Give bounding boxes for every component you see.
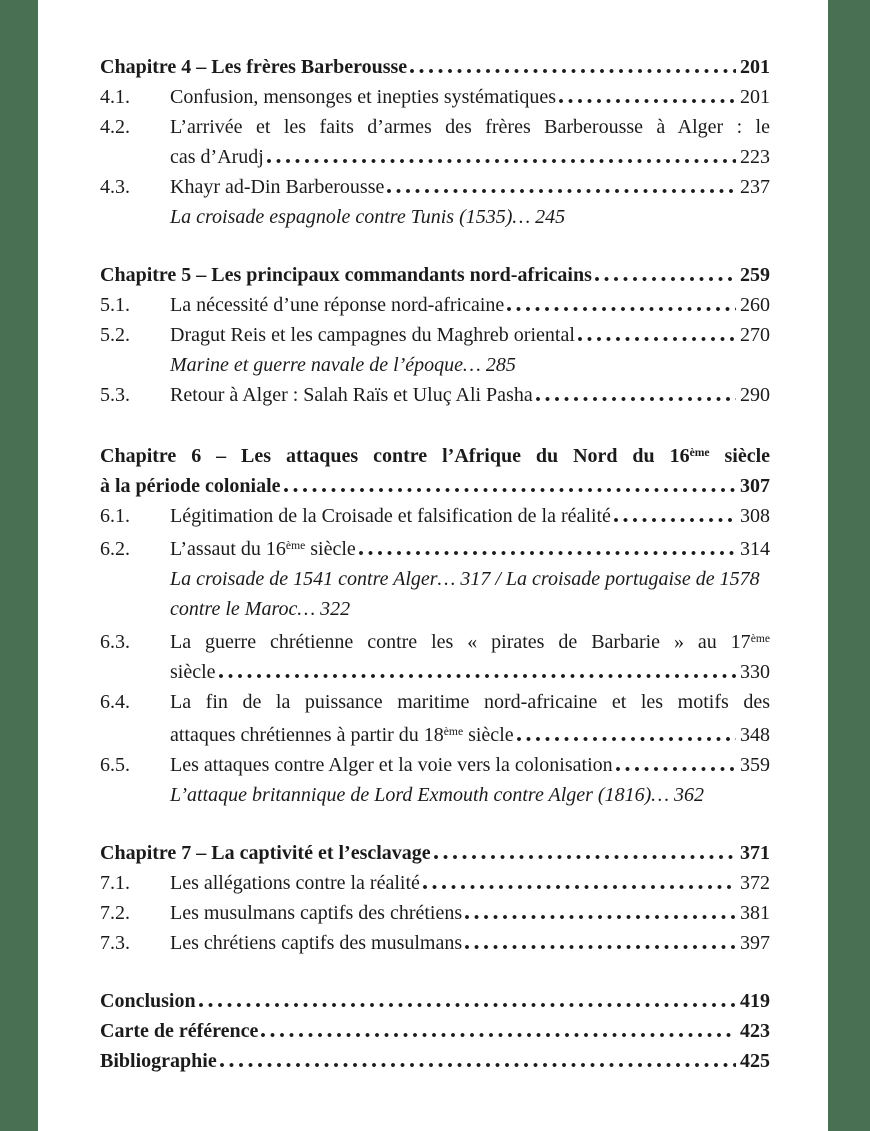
toc-section-chapitre-5 (100, 260, 770, 410)
toc-entry-row (100, 82, 770, 112)
page-number: 419 (740, 990, 770, 1013)
entry-text-part: attaques chrétiennes à partir du 18 (170, 724, 444, 747)
toc-entry-row (100, 172, 770, 202)
entry-text: Carte de référence (100, 1020, 259, 1043)
page-number: 270 (740, 324, 770, 346)
ordinal-superscript: ème (443, 725, 464, 739)
toc-entry-row (100, 531, 770, 564)
toc-entry-row (100, 501, 770, 531)
entry-text (170, 717, 514, 750)
entry-text: Confusion, mensonges et inepties systématiques (170, 86, 557, 108)
entry-text: Marine et guerre navale de l’époque… 285 (170, 354, 516, 376)
toc-entry-row (100, 898, 770, 928)
entry-number: 7.3. (100, 932, 130, 955)
toc-entry-row (100, 112, 770, 142)
entry-number: 4.2. (100, 116, 130, 138)
page-number: 372 (740, 872, 770, 895)
entry-number: 7.2. (100, 902, 130, 925)
page-number: 259 (740, 264, 770, 286)
toc-entry-row (100, 687, 770, 717)
page-number: 237 (740, 176, 770, 198)
entry-text (100, 438, 770, 471)
dot-leader (434, 855, 736, 859)
entry-text-part: siècle (305, 538, 356, 561)
page-number: 330 (740, 661, 770, 684)
toc-entry-row (100, 290, 770, 320)
page-number: 359 (740, 754, 770, 777)
page-number: 371 (740, 842, 770, 865)
dot-leader (284, 488, 736, 492)
entry-text: Retour à Alger : Salah Raïs et Uluç Ali Pasha (170, 384, 533, 406)
entry-text: Khayr ad-Din Barberousse (170, 176, 385, 198)
entry-text-part: siècle (709, 445, 771, 468)
toc-entry-row (100, 624, 770, 657)
toc-section-fin-de-livre (100, 986, 770, 1076)
dot-leader (387, 189, 736, 193)
toc-section-chapitre-4 (100, 52, 770, 232)
entry-number: 4.3. (100, 176, 130, 198)
dot-leader (267, 159, 736, 163)
dot-leader (614, 518, 736, 522)
entry-text: siècle (170, 661, 216, 684)
entry-text: Légitimation de la Croisade et falsification de la réalité (170, 505, 611, 528)
toc-entry-row (100, 750, 770, 780)
page-number: 423 (740, 1020, 770, 1043)
toc-entry-row (100, 380, 770, 410)
entry-text: Chapitre 4 – Les frères Barberousse (100, 56, 408, 78)
entry-number: 6.2. (100, 538, 130, 561)
dot-leader (536, 397, 736, 401)
ordinal-superscript: ème (285, 539, 306, 553)
dot-leader (199, 1003, 736, 1007)
toc-section-chapitre-6 (100, 438, 770, 810)
entry-text: Les musulmans captifs des chrétiens (170, 902, 463, 925)
toc-section-chapitre-7 (100, 838, 770, 958)
toc-backmatter-row (100, 1046, 770, 1076)
entry-number: 5.2. (100, 324, 130, 346)
entry-text: cas d’Arudj (170, 146, 264, 168)
dot-leader (465, 945, 736, 949)
toc-chapter-row (100, 52, 770, 82)
entry-text: Les chrétiens captifs des musulmans (170, 932, 463, 955)
toc-backmatter-row (100, 986, 770, 1016)
table-of-contents (100, 52, 770, 1076)
entry-number: 6.1. (100, 505, 130, 528)
page-number: 314 (740, 538, 770, 561)
dot-leader (219, 674, 736, 678)
dot-leader (595, 277, 736, 281)
entry-text-part: Chapitre 6 – Les attaques contre l’Afrique du Nord du 16 (100, 445, 690, 468)
entry-number: 7.1. (100, 872, 130, 895)
entry-number: 4.1. (100, 86, 130, 108)
entry-text: Les allégations contre la réalité (170, 872, 420, 895)
entry-text-part: siècle (463, 724, 514, 747)
page-number: 290 (740, 384, 770, 406)
toc-backmatter-row (100, 1016, 770, 1046)
page-number: 397 (740, 932, 770, 955)
dot-leader (578, 337, 736, 341)
entry-text: La croisade de 1541 contre Alger… 317 / La croisade portugaise de 1578 (170, 568, 760, 591)
page-number: 381 (740, 902, 770, 925)
dot-leader (220, 1063, 736, 1067)
dot-leader (410, 69, 736, 73)
toc-italic-subentry-row (100, 202, 770, 232)
toc-italic-subentry-row (100, 350, 770, 380)
entry-text-part: La guerre chrétienne contre les « pirates de Barbarie » au 17 (170, 631, 751, 654)
entry-number: 5.3. (100, 384, 130, 406)
dot-leader (261, 1033, 736, 1037)
dot-leader (359, 551, 736, 555)
entry-text: Les attaques contre Alger et la voie vers la colonisation (170, 754, 613, 777)
toc-chapter-row (100, 438, 770, 471)
entry-text: Chapitre 7 – La captivité et l’esclavage (100, 842, 431, 865)
entry-text: La croisade espagnole contre Tunis (1535)… 245 (170, 206, 566, 228)
toc-italic-subentry-row (100, 564, 770, 594)
entry-text: La nécessité d’une réponse nord-africaine (170, 294, 505, 316)
toc-entry-row (100, 928, 770, 958)
entry-text: Dragut Reis et les campagnes du Maghreb oriental (170, 324, 575, 346)
page-number: 201 (740, 86, 770, 108)
dot-leader (517, 737, 736, 741)
dot-leader (507, 307, 736, 311)
page-number: 201 (740, 56, 770, 78)
dot-leader (616, 767, 736, 771)
page-number: 348 (740, 724, 770, 747)
entry-text (170, 531, 356, 564)
entry-number: 5.1. (100, 294, 130, 316)
entry-text: L’attaque britannique de Lord Exmouth contre Alger (1816)… 362 (170, 784, 705, 807)
toc-italic-subentry-row (100, 780, 770, 810)
entry-text: L’arrivée et les faits d’armes des frères Barberousse à Alger : le (170, 116, 770, 138)
toc-chapter-row (100, 471, 770, 501)
toc-entry-row (100, 868, 770, 898)
entry-text-part: L’assaut du 16 (170, 538, 286, 561)
entry-number: 6.4. (100, 691, 130, 714)
entry-text: contre le Maroc… 322 (170, 598, 351, 621)
toc-italic-subentry-row (100, 594, 770, 624)
entry-text: Conclusion (100, 990, 196, 1013)
entry-text: Chapitre 5 – Les principaux commandants nord-africains (100, 264, 592, 286)
page-number: 425 (740, 1050, 770, 1073)
entry-text: à la période coloniale (100, 475, 281, 498)
toc-entry-row (100, 320, 770, 350)
entry-text (170, 624, 770, 657)
ordinal-superscript: ème (750, 632, 770, 646)
page-number: 308 (740, 505, 770, 528)
entry-number: 6.3. (100, 631, 130, 654)
toc-chapter-row (100, 260, 770, 290)
toc-chapter-row (100, 838, 770, 868)
toc-entry-continuation-row (100, 142, 770, 172)
page-number: 260 (740, 294, 770, 316)
dot-leader (423, 885, 736, 889)
page-number: 223 (740, 146, 770, 168)
ordinal-superscript: ème (689, 446, 710, 459)
dot-leader (465, 915, 736, 919)
dot-leader (559, 99, 736, 103)
entry-number: 6.5. (100, 754, 130, 777)
page-number: 307 (740, 475, 770, 498)
toc-entry-continuation-row (100, 717, 770, 750)
toc-entry-continuation-row (100, 657, 770, 687)
entry-text: La fin de la puissance maritime nord-africaine et les motifs des (170, 691, 770, 714)
entry-text: Bibliographie (100, 1050, 217, 1073)
